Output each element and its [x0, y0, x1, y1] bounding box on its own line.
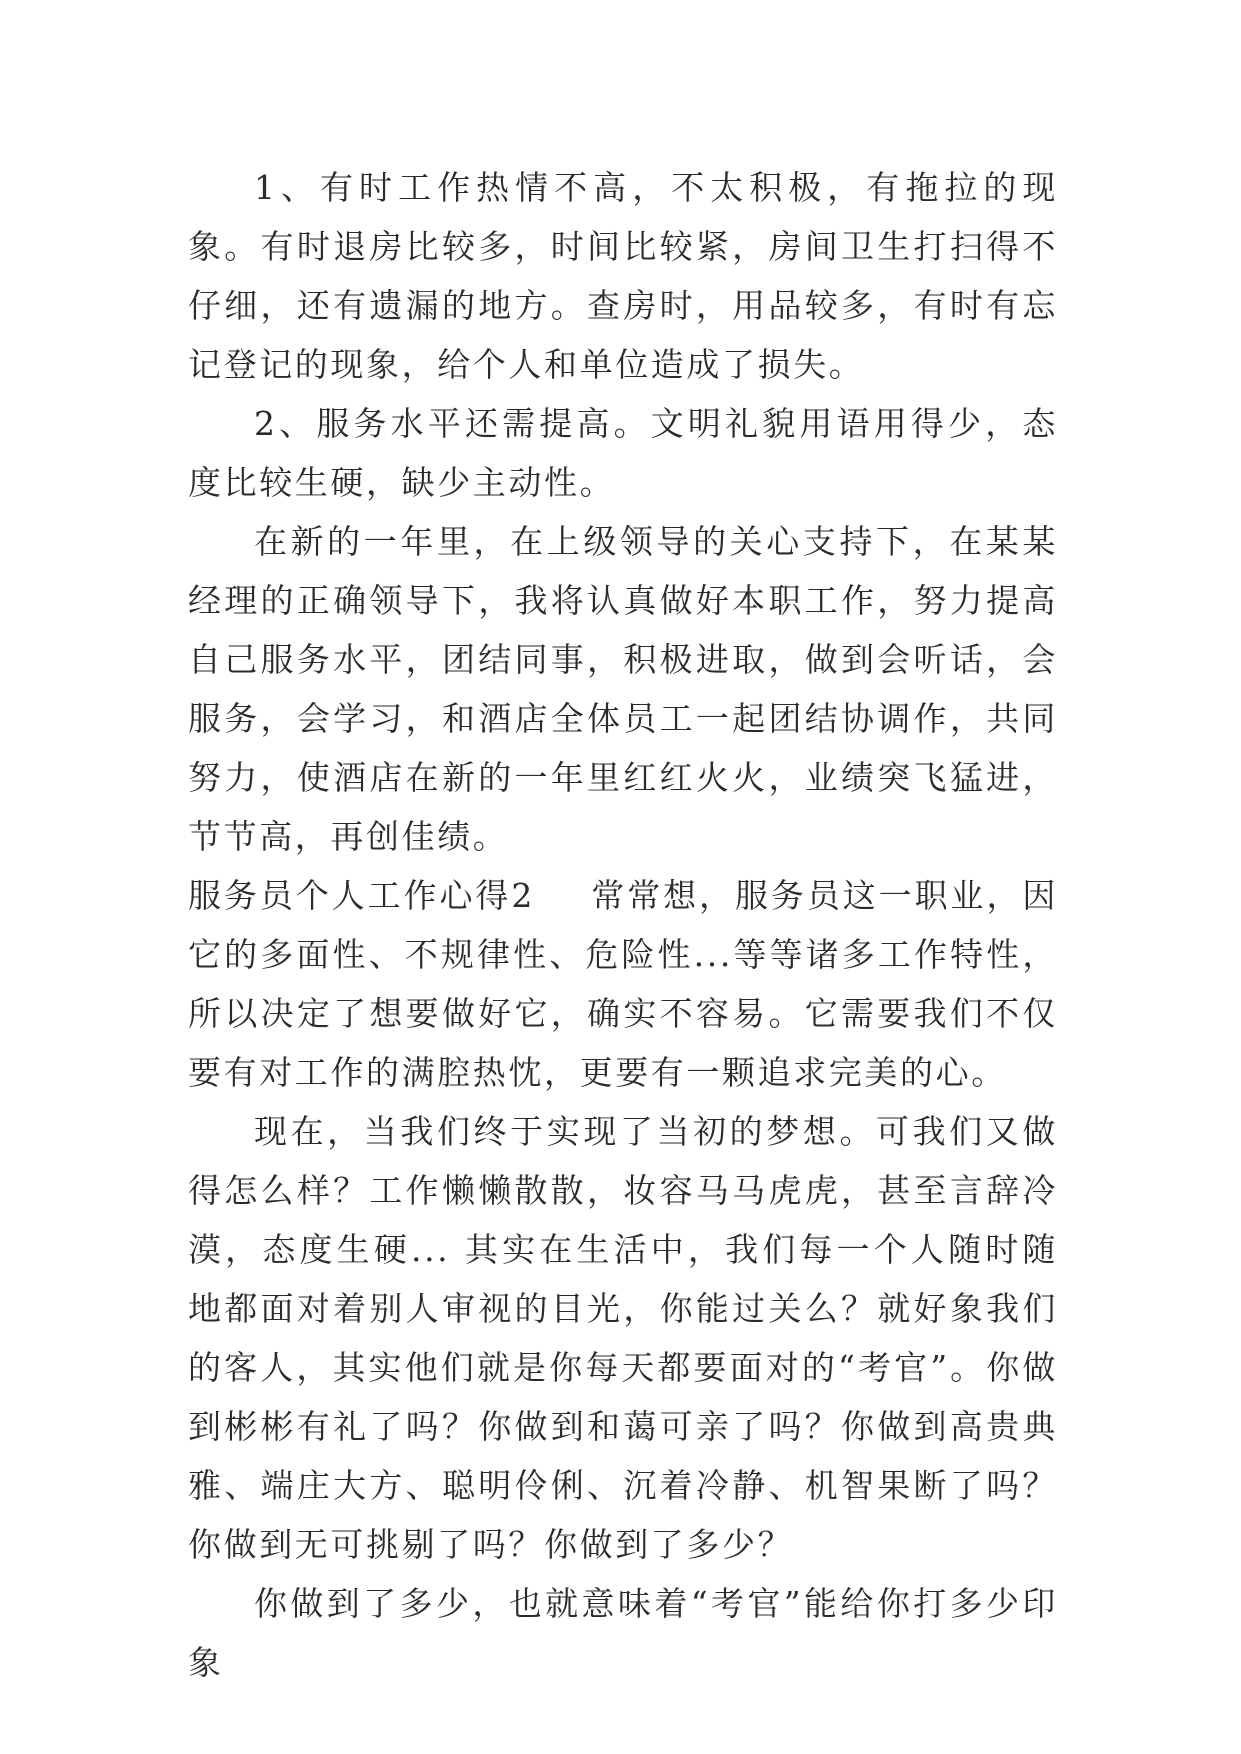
paragraph-6: 你做到了多少，也就意味着“考官”能给你打多少印象 [188, 1584, 1058, 1682]
section-heading: 服务员个人工作心得2 [188, 876, 535, 915]
section-paragraph [188, 866, 1058, 1102]
paragraph-2: 2、服务水平还需提高。文明礼貌用语用得少，态度比较生硬，缺少主动性。 [188, 404, 1058, 502]
paragraph-1: 1、有时工作热情不高，不太积极，有拖拉的现象。有时退房比较多，时间比较紧，房间卫生打扫得不仔细，还有遗漏的地方。查房时，用品较多，有时有忘记登记的现象，给个人和单位造成了损失。 [188, 168, 1058, 384]
document-body [188, 158, 1058, 1692]
paragraph-5: 现在，当我们终于实现了当初的梦想。可我们又做得怎么样？工作懒懒散散，妆容马马虎虎，甚至言辞冷漠，态度生硬... 其实在生活中，我们每一个人随时随地都面对着别人审视的目光，你能过关么？就好象我们的客人，其实他们就是你每天都要面对的“考官”。你做到彬彬有礼了吗？你做到和蔼可亲了吗？你做到高贵典雅、端庄大方、聪明伶俐、沉着冷静、机智果断了吗？你做到无可挑剔了吗？你做到了多少？ [188, 1112, 1058, 1564]
paragraph-4: 常常想，服务员这一职业，因它的多面性、不规律性、危险性...等等诸多工作特性，所以决定了想要做好它，确实不容易。它需要我们不仅要有对工作的满腔热忱，更要有一颗追求完美的心。 [188, 876, 1058, 1092]
paragraph-3: 在新的一年里，在上级领导的关心支持下，在某某经理的正确领导下，我将认真做好本职工作，努力提高自己服务水平，团结同事，积极进取，做到会听话，会服务，会学习，和酒店全体员工一起团结协调作，共同努力，使酒店在新的一年里红红火火，业绩突飞猛进，节节高，再创佳绩。 [188, 522, 1058, 856]
